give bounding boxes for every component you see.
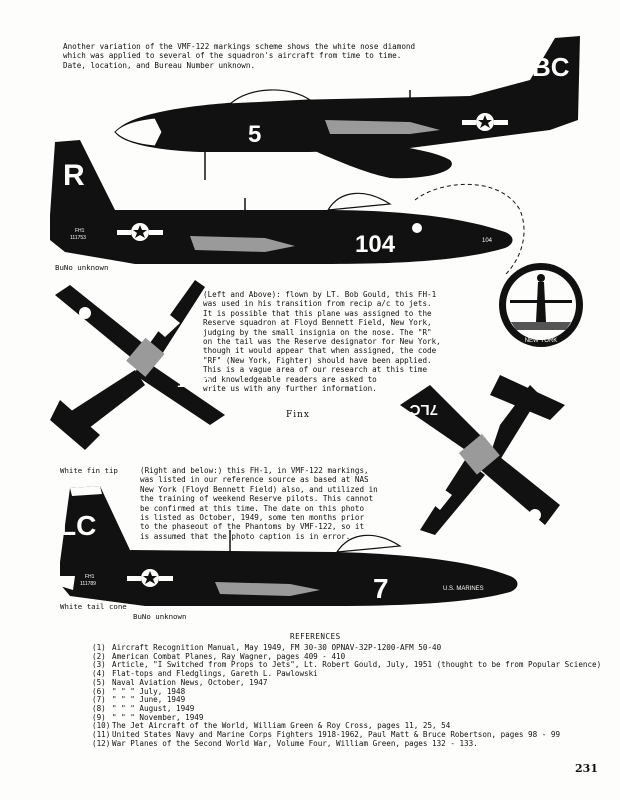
buno-label-2: BuNo unknown xyxy=(133,612,187,621)
reference-text: Aircraft Recognition Manual, May 1949, FM 30-30 OPNAV-32P-1200-AFM 50-40 xyxy=(112,643,442,652)
reference-item xyxy=(92,740,612,749)
aircraft-side-lc7-illustration xyxy=(55,480,520,610)
reference-text: " " " June, 1949 xyxy=(112,695,186,705)
buno-label-1: BuNo unknown xyxy=(55,263,109,272)
reference-number: (10) xyxy=(92,721,111,731)
reference-text: United States Navy and Marine Corps Fighters 1918-1962, Paul Matt & Bruce Robertson, pages 98 - 99 xyxy=(112,730,561,740)
reference-text: " " " July, 1948 xyxy=(112,686,186,696)
references-title: REFERENCES xyxy=(290,632,341,641)
a2-fh-label: FH1 xyxy=(75,228,85,234)
a2-serial: 111753 xyxy=(70,235,86,241)
a4-wing-code: 7LC xyxy=(409,401,438,418)
a3-wing-code: 104 R xyxy=(177,375,212,390)
reference-number: (11) xyxy=(92,730,111,740)
white-tail-cone-label: White tail cone xyxy=(60,602,127,611)
reference-text: American Combat Planes, Ray Wagner, pages 409 - 410 xyxy=(112,651,346,661)
reference-text: Article, "I Switched from Props to Jets", Lt. Robert Gould, July, 1951 (thought to be from Popular Science) xyxy=(112,660,602,670)
reference-number: (9) xyxy=(92,712,106,722)
a1-nose-number: 5 xyxy=(248,121,262,148)
a2-tail-code: R xyxy=(63,159,85,192)
references-list xyxy=(92,644,612,748)
reference-number: (4) xyxy=(92,669,106,679)
reference-number: (8) xyxy=(92,703,106,713)
caption-lower: (Right and below:) this FH-1, in VMF-122 markings, was listed in our reference source as based at NAS New York (Floyd Bennett Field) also, and utilized in the training of weekend Reserve pilots. This cannot be confirmed at this time. The date on this photo is listed as October, 1949, some ten months prior to the phaseout of the Phantoms by VMF-122, so it is assumed that the photo caption is in error. xyxy=(140,466,378,541)
reference-text: " " " August, 1949 xyxy=(112,703,195,713)
caption-top: Another variation of the VMF-122 markings scheme shows the white nose diamond which was applied to several of the squadron's aircraft from time to time. Date, location, and Bureau Number unknown. xyxy=(63,42,416,70)
reference-number: (1) xyxy=(92,643,106,652)
aircraft-top-left-illustration xyxy=(45,275,235,455)
a5-tail-code: LC xyxy=(59,510,97,541)
white-fin-tip-label: White fin tip xyxy=(60,466,118,475)
a5-serial: 111789 xyxy=(80,581,96,587)
reference-text: The Jet Aircraft of the World, William Green & Roy Cross, pages 11, 25, 54 xyxy=(112,721,451,731)
reference-number: (6) xyxy=(92,686,106,696)
reference-number: (2) xyxy=(92,651,106,661)
artist-signature: Finx xyxy=(286,410,310,420)
reference-text: War Planes of the Second World War, Volume Four, William Green, pages 132 - 133. xyxy=(112,738,478,748)
reference-text: " " " November, 1949 xyxy=(112,712,204,722)
a5-fh-label: FH1 xyxy=(85,574,95,580)
a1-tail-code: BC xyxy=(532,52,570,82)
caption-middle: (Left and Above): flown by LT. Bob Gould, this FH-1 was used in his transition from recip a/c to jets. It is possible that this plane was assigned to the Reserve squadron at Floyd Bennett Field, New York, judging by the small insignia on the nose. The "R" on the tail was the Reserve designator for New York, though it would appear that when assigned, the code "RF" (New York, Fighter) should have been applied. This is a vague area of our research at this time and knowledgeable readers are asked to write us with any further information. xyxy=(203,290,441,394)
reference-text: Flat-tops and Fledglings, Gareth L. Pawlowski xyxy=(112,669,318,679)
reference-number: (7) xyxy=(92,695,106,705)
reference-number: (3) xyxy=(92,660,106,670)
a2-nose-number: 104 xyxy=(355,231,396,258)
a5-marines-text: U.S. MARINES xyxy=(443,586,484,592)
a2-nose-small-number: 104 xyxy=(482,238,493,244)
reference-number: (12) xyxy=(92,738,111,748)
reference-text: Naval Aviation News, October, 1947 xyxy=(112,677,268,687)
reference-number: (5) xyxy=(92,677,106,687)
a5-nose-number: 7 xyxy=(373,573,389,604)
insignia-text: NEW YORK xyxy=(524,338,558,344)
squadron-insignia xyxy=(496,260,586,350)
page-number: 231 xyxy=(575,762,598,775)
